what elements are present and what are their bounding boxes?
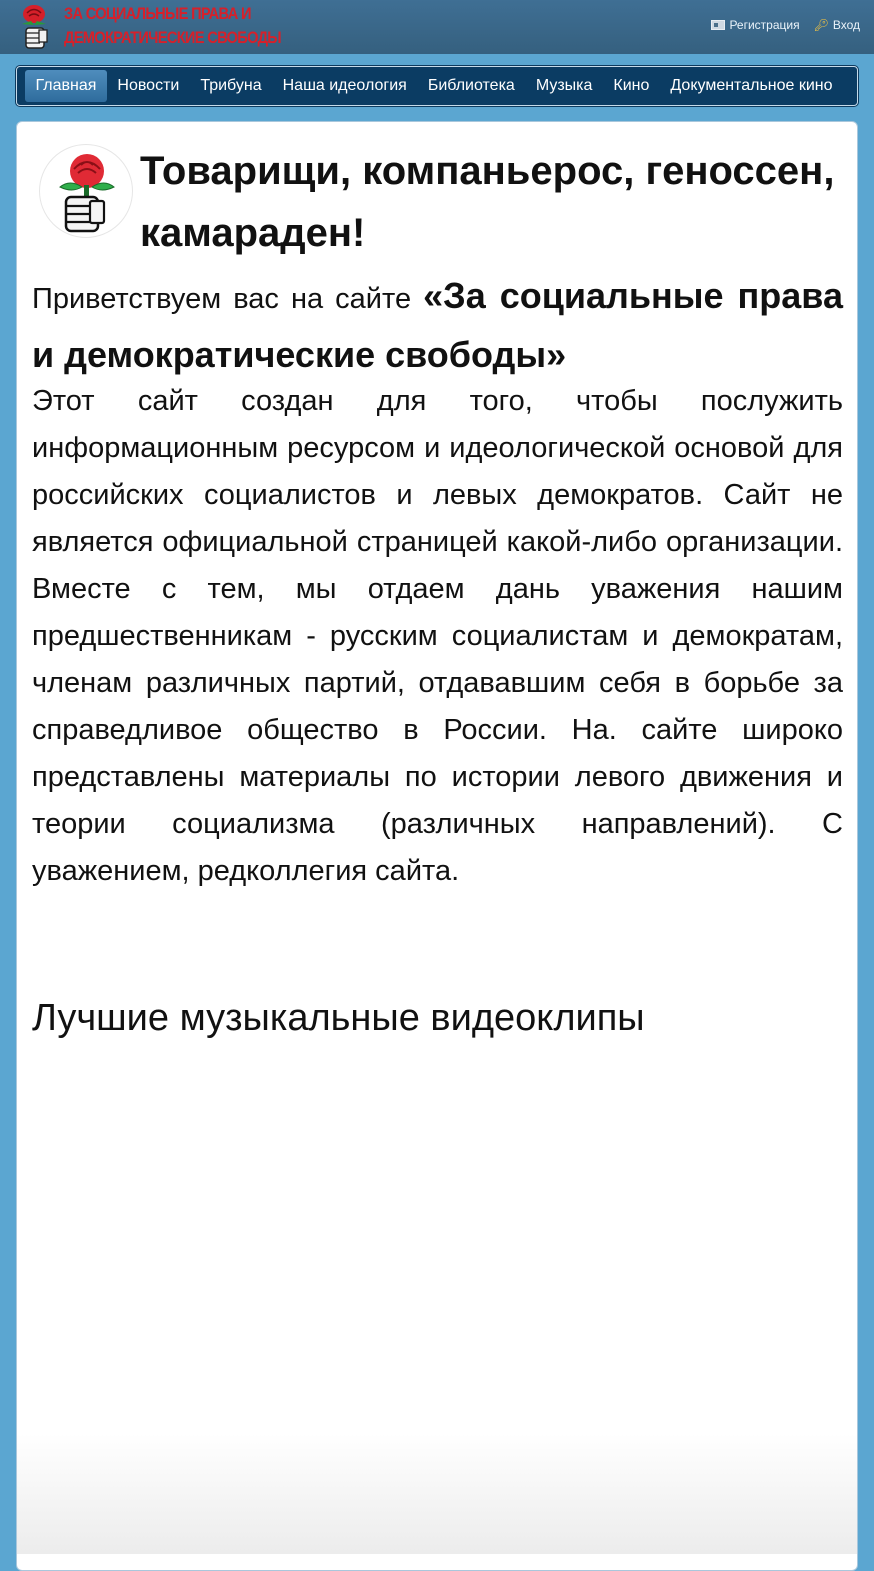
nav-item-home[interactable]: Главная <box>25 70 107 102</box>
logo-text-line1: ЗА СОЦИАЛЬНЫЕ ПРАВА И <box>64 4 251 23</box>
nav-item-cinema[interactable]: Кино <box>613 77 650 94</box>
rose-fist-icon <box>39 144 133 238</box>
intro-paragraph: Этот сайт создан для того, чтобы послужить информационным ресурсом и идеологической основой для российских социалистов и левых демократов. Сайт не является официальной страницей какой-либо организации. Вместе с тем, мы отдаем дань уважения нашим предшественникам - русским социалистам и демократам, членам различных партий, отдававшим себя в борьбе за справедливое общество в России. На. сайте широко представлены материалы по истории левого движения и теории социализма (различных направлений). С уважением, редколлегия сайта. <box>32 385 843 887</box>
greeting-prefix: Приветствуем вас на сайте <box>32 283 424 315</box>
section-title-music-videos: Лучшие музыкальные видеоклипы <box>32 997 645 1039</box>
top-header <box>0 0 874 54</box>
main-content <box>16 121 858 1571</box>
site-logo[interactable] <box>20 2 281 52</box>
nav-item-music[interactable]: Музыка <box>535 77 593 94</box>
logo-text-line2: ДЕМОКРАТИЧЕСКИЕ СВОБОДЫ <box>64 28 281 47</box>
nav-item-documentary[interactable]: Документальное кино <box>670 77 833 94</box>
page-title: Товарищи, компаньерос, геноссен, камараден! <box>140 149 835 255</box>
site-name: «За социальные права и демократические свободы» <box>32 275 843 375</box>
user-links <box>711 18 860 32</box>
nav-bar <box>25 70 843 102</box>
login-label: Вход <box>832 18 860 32</box>
login-link[interactable] <box>814 18 860 32</box>
register-label: Регистрация <box>729 18 800 32</box>
nav-item-news[interactable]: Новости <box>117 77 180 94</box>
nav-item-library[interactable]: Библиотека <box>427 77 515 94</box>
rose-fist-logo-icon <box>20 2 64 52</box>
id-card-icon <box>711 20 725 30</box>
content-fade <box>17 1434 857 1554</box>
key-icon: 🔑︎ <box>813 18 829 32</box>
main-navigation <box>16 66 858 106</box>
register-link[interactable] <box>711 18 799 32</box>
nav-item-ideology[interactable]: Наша идеология <box>282 77 407 94</box>
nav-item-tribune[interactable]: Трибуна <box>200 77 262 94</box>
greeting-text <box>32 268 843 386</box>
